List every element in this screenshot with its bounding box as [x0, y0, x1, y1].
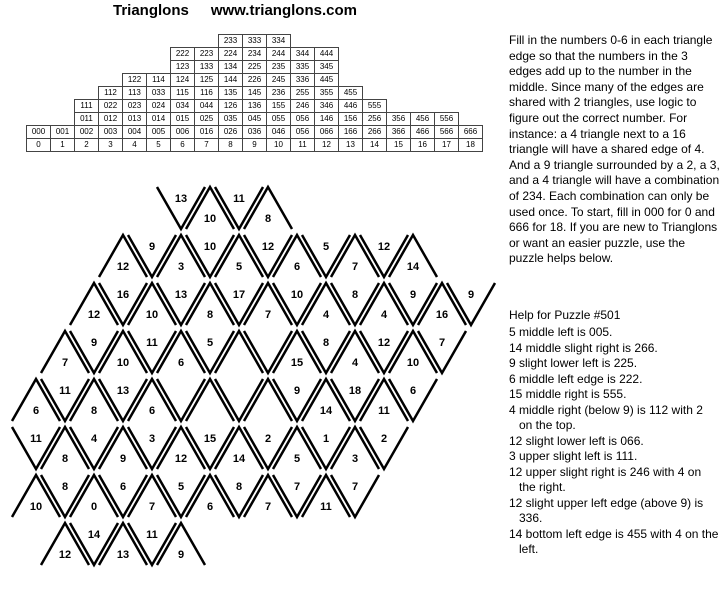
combination-cell: 246	[290, 99, 315, 113]
triangle-value: 12	[58, 549, 72, 561]
triangle-value: 9	[293, 385, 301, 397]
combination-cell: 015	[170, 112, 195, 126]
help-item: 12 slight lower left is 066.	[509, 433, 644, 448]
combination-cell: 034	[170, 99, 195, 113]
sum-label-cell: 11	[290, 138, 315, 152]
combination-cell: 024	[146, 99, 171, 113]
combination-cell: 111	[74, 99, 99, 113]
combination-cell: 046	[266, 125, 291, 139]
combination-cell: 033	[146, 86, 171, 100]
help-item: 6 middle left edge is 222.	[509, 371, 643, 386]
triangle-value: 7	[264, 309, 272, 321]
combination-cell: 146	[314, 112, 339, 126]
triangle-value: 10	[406, 357, 420, 369]
combination-cell: 006	[170, 125, 195, 139]
help-item: 9 slight lower left is 225.	[509, 356, 638, 370]
sum-label-cell: 8	[218, 138, 243, 152]
triangle-value: 17	[232, 289, 246, 301]
triangle-value: 8	[61, 453, 69, 465]
combination-cell: 455	[338, 86, 363, 100]
triangle-value: 6	[119, 481, 127, 493]
help-item: 3 upper slight left is 111.	[509, 449, 638, 463]
triangle-value: 5	[235, 261, 243, 273]
combination-cell: 055	[266, 112, 291, 126]
help-item: 12 upper slight right is 246 with 4 on the right.	[509, 464, 702, 494]
triangle-value: 15	[290, 357, 304, 369]
combination-cell: 222	[170, 47, 195, 61]
triangle-value: 11	[59, 385, 71, 397]
sum-label-cell: 6	[170, 138, 195, 152]
sum-label-cell: 2	[74, 138, 99, 152]
combination-cell: 356	[386, 112, 411, 126]
combination-cell: 136	[242, 99, 267, 113]
triangle-value: 6	[409, 385, 417, 397]
triangle-value: 2	[264, 433, 272, 445]
triangle-value: 8	[61, 481, 69, 493]
combination-cell: 122	[122, 73, 147, 87]
triangle-value: 14	[319, 405, 333, 417]
triangle-value: 10	[145, 309, 159, 321]
triangle-value: 9	[90, 337, 98, 349]
triangle-value: 9	[409, 289, 417, 301]
site-title: Trianglons	[113, 2, 189, 19]
triangle-value: 14	[87, 529, 101, 541]
combination-cell: 446	[338, 99, 363, 113]
triangle-value: 9	[148, 241, 156, 253]
sum-label-cell: 16	[410, 138, 435, 152]
combination-cell: 056	[290, 112, 315, 126]
page-title	[113, 2, 379, 19]
triangle-value: 7	[148, 501, 156, 513]
triangle-value: 4	[322, 309, 330, 321]
site-url: www.trianglons.com	[210, 2, 357, 19]
combination-cell: 144	[218, 73, 243, 87]
triangle-value: 13	[174, 289, 188, 301]
triangle-value: 10	[203, 241, 217, 253]
puzzle-grid	[0, 180, 500, 590]
triangle-value: 6	[148, 405, 156, 417]
combination-cell: 123	[170, 60, 195, 74]
triangle-value: 7	[351, 261, 359, 273]
triangle-value: 10	[203, 213, 217, 225]
combination-cell: 025	[194, 112, 219, 126]
combination-cell: 466	[410, 125, 435, 139]
combination-cell: 366	[386, 125, 411, 139]
triangle-value: 11	[378, 405, 390, 417]
combination-cell: 235	[266, 60, 291, 74]
triangle-value: 7	[264, 501, 272, 513]
combination-cell: 013	[122, 112, 147, 126]
combination-cell: 566	[434, 125, 459, 139]
sum-label-cell: 13	[338, 138, 363, 152]
combination-cell: 233	[218, 34, 243, 48]
combination-cell: 002	[74, 125, 99, 139]
help-item: 14 bottom left edge is 455 with 4 on the left.	[509, 526, 719, 556]
combination-cell: 335	[290, 60, 315, 74]
combination-cell: 044	[194, 99, 219, 113]
sum-label-cell: 9	[242, 138, 267, 152]
triangle-value: 15	[203, 433, 217, 445]
combination-cell: 225	[242, 60, 267, 74]
combination-cell: 155	[266, 99, 291, 113]
triangle-value: 3	[351, 453, 359, 465]
triangle-value: 13	[174, 193, 188, 205]
combination-cell: 224	[218, 47, 243, 61]
help-title: Help for Puzzle #501	[509, 308, 621, 322]
combination-cell: 045	[242, 112, 267, 126]
triangle-value: 5	[177, 481, 185, 493]
triangle-value: 9	[467, 289, 475, 301]
triangle-value: 7	[61, 357, 69, 369]
combination-cell: 156	[338, 112, 363, 126]
help-item: 12 slight upper left edge (above 9) is 336.	[509, 495, 704, 525]
combination-cell: 166	[338, 125, 363, 139]
sum-label-cell: 0	[26, 138, 51, 152]
triangle-value: 9	[119, 453, 127, 465]
sum-label-cell: 15	[386, 138, 411, 152]
triangle-value: 5	[322, 241, 330, 253]
combination-cell: 005	[146, 125, 171, 139]
sum-label-cell: 10	[266, 138, 291, 152]
combination-cell: 244	[266, 47, 291, 61]
combination-cell: 444	[314, 47, 339, 61]
triangle-value: 16	[435, 309, 449, 321]
help-item: 5 middle left is 005.	[509, 325, 613, 339]
triangle-value: 8	[322, 337, 330, 349]
triangle-value: 7	[351, 481, 359, 493]
combination-cell: 456	[410, 112, 435, 126]
triangle-value: 6	[177, 357, 185, 369]
help-item: 15 middle right is 555.	[509, 387, 627, 401]
sum-label-cell: 18	[458, 138, 483, 152]
triangle-value: 11	[146, 337, 158, 349]
combination-cell: 234	[242, 47, 267, 61]
combination-cell: 036	[242, 125, 267, 139]
combination-cell: 016	[194, 125, 219, 139]
triangle-value: 0	[90, 501, 98, 513]
combination-cell: 112	[98, 86, 123, 100]
triangle-value: 6	[206, 501, 214, 513]
triangle-value: 11	[146, 529, 158, 541]
sum-label-cell: 12	[314, 138, 339, 152]
combination-cell: 135	[218, 86, 243, 100]
triangle-value: 12	[261, 241, 275, 253]
triangle-value: 12	[116, 261, 130, 273]
triangle-value: 10	[29, 501, 43, 513]
sum-label-cell: 7	[194, 138, 219, 152]
triangle-value: 3	[177, 261, 185, 273]
combination-cell: 003	[98, 125, 123, 139]
sum-label-cell: 4	[122, 138, 147, 152]
triangle-value: 10	[116, 357, 130, 369]
combination-cell: 011	[74, 112, 99, 126]
triangle-value: 13	[116, 385, 130, 397]
combination-cell: 344	[290, 47, 315, 61]
combination-cell: 556	[434, 112, 459, 126]
triangle-value: 4	[380, 309, 388, 321]
sum-label-cell: 3	[98, 138, 123, 152]
combination-cell: 145	[242, 86, 267, 100]
combination-cell: 116	[194, 86, 219, 100]
triangle-value: 4	[90, 433, 98, 445]
combination-cell: 266	[362, 125, 387, 139]
triangle-value: 11	[30, 433, 42, 445]
combination-cell: 236	[266, 86, 291, 100]
triangle-value: 5	[206, 337, 214, 349]
triangle-value: 16	[116, 289, 130, 301]
combination-cell: 035	[218, 112, 243, 126]
combination-cell: 000	[26, 125, 51, 139]
triangle-value: 12	[377, 241, 391, 253]
triangle-value: 18	[348, 385, 362, 397]
combination-cell: 445	[314, 73, 339, 87]
combination-cell: 226	[242, 73, 267, 87]
combination-cell: 336	[290, 73, 315, 87]
triangle-value: 8	[206, 309, 214, 321]
combination-cell: 555	[362, 99, 387, 113]
triangle-value: 11	[233, 193, 245, 205]
combination-cell: 666	[458, 125, 483, 139]
triangle-value: 7	[293, 481, 301, 493]
combination-cell: 245	[266, 73, 291, 87]
combination-cell: 256	[362, 112, 387, 126]
combination-cell: 345	[314, 60, 339, 74]
combination-cell: 115	[170, 86, 195, 100]
triangle-value: 3	[148, 433, 156, 445]
triangle-value: 4	[351, 357, 359, 369]
triangle-value: 2	[380, 433, 388, 445]
combination-cell: 126	[218, 99, 243, 113]
triangle-value: 14	[232, 453, 246, 465]
triangle-value: 13	[116, 549, 130, 561]
combination-cell: 114	[146, 73, 171, 87]
help-item: 4 middle right (below 9) is 112 with 2 on the top.	[509, 402, 703, 432]
combination-cell: 001	[50, 125, 75, 139]
combination-cell: 014	[146, 112, 171, 126]
triangle-value: 9	[177, 549, 185, 561]
help-list	[509, 325, 719, 558]
combination-cell: 134	[218, 60, 243, 74]
combination-cell: 004	[122, 125, 147, 139]
sum-label-cell: 1	[50, 138, 75, 152]
triangle-value: 8	[235, 481, 243, 493]
sum-label-cell: 17	[434, 138, 459, 152]
triangle-value: 12	[174, 453, 188, 465]
triangle-value: 8	[90, 405, 98, 417]
combination-cell: 333	[242, 34, 267, 48]
triangle-value: 11	[320, 501, 332, 513]
combination-cell: 124	[170, 73, 195, 87]
combination-cell: 113	[122, 86, 147, 100]
triangle-value: 8	[264, 213, 272, 225]
combination-cell: 026	[218, 125, 243, 139]
instructions-text: Fill in the numbers 0-6 in each triangle edge so that the numbers in the 3 edges add up to the number in the middle. Since many of the edges are shared with 2 triangles, use logic to figure out the correct number. For instance: a 4 triangle next to a 16 triangle will have a shared edge of 4. And a 9 triangle surrounded by a 2, a 3, and a 4 triangle will have a combination of 234. Each combination can only be used once. To start, fill in 000 for 0 and 666 for 18. If you are new to Trianglons or want an easier puzzle, use the puzzle helps below.	[509, 33, 720, 266]
combination-cell: 056	[290, 125, 315, 139]
combination-cell: 023	[122, 99, 147, 113]
triangle-value: 14	[406, 261, 420, 273]
sum-label-cell: 14	[362, 138, 387, 152]
triangle-value: 10	[290, 289, 304, 301]
sum-label-cell: 5	[146, 138, 171, 152]
combination-cell: 022	[98, 99, 123, 113]
triangle-value: 5	[293, 453, 301, 465]
triangle-value: 1	[322, 433, 330, 445]
combination-cell: 066	[314, 125, 339, 139]
triangle-value: 6	[293, 261, 301, 273]
combination-cell: 255	[290, 86, 315, 100]
triangle-value: 12	[377, 337, 391, 349]
help-item: 14 middle slight right is 266.	[509, 340, 658, 355]
triangle-value: 8	[351, 289, 359, 301]
triangle-value: 7	[438, 337, 446, 349]
combination-cell: 125	[194, 73, 219, 87]
combination-cell: 012	[98, 112, 123, 126]
triangle-value: 6	[32, 405, 40, 417]
combination-cell: 334	[266, 34, 291, 48]
combination-cell: 355	[314, 86, 339, 100]
combination-cell: 346	[314, 99, 339, 113]
combination-cell: 223	[194, 47, 219, 61]
combination-cell: 133	[194, 60, 219, 74]
triangle-value: 12	[87, 309, 101, 321]
